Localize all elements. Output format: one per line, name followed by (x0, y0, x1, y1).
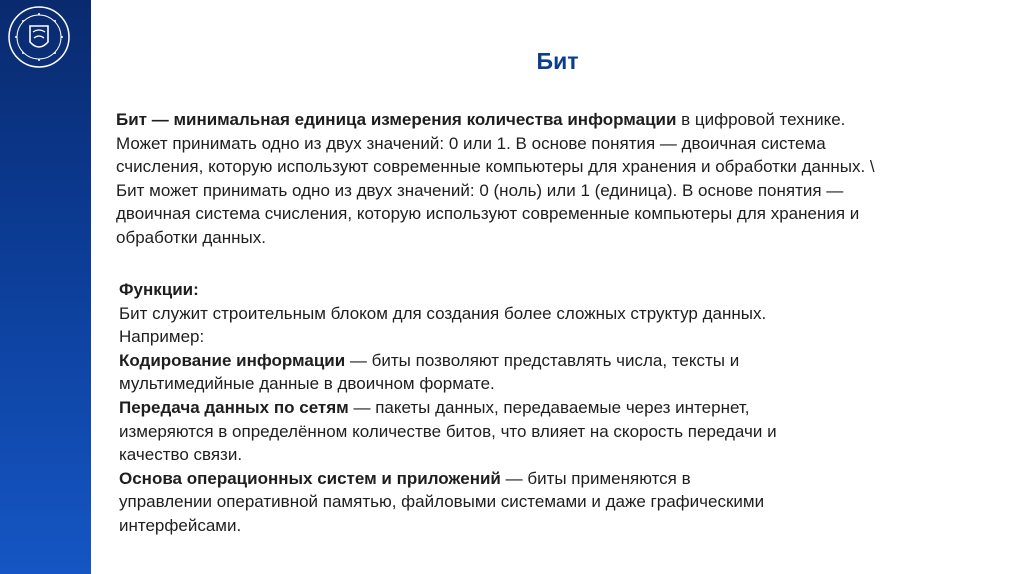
left-sidebar-band (0, 0, 91, 574)
definition-paragraph (116, 108, 1011, 250)
functions-heading: Функции: (119, 280, 199, 299)
definition-line-6: обработки данных. (116, 227, 266, 247)
definition-term: Бит — минимальная единица измерения количества информации (116, 110, 677, 129)
function-item-encoding: Кодирование информации — биты позволяют представлять числа, тексты и (119, 350, 740, 370)
definition-line-1: Бит — минимальная единица измерения количества информации в цифровой технике. (116, 110, 846, 129)
functions-intro: Бит служит строительным блоком для создания более сложных структур данных. (119, 303, 767, 323)
definition-line-5: двоичная система счисления, которую используют современные компьютеры для хранения и (116, 204, 860, 224)
university-logo-icon (6, 4, 72, 70)
function-item-network: Передача данных по сетям — пакеты данных, передаваемые через интернет, (119, 397, 750, 417)
definition-line-3: счисления, которую используют современные компьютеры для хранения и обработки данных. \ (116, 157, 875, 177)
functions-example-label: Например: (119, 327, 205, 347)
function-item-network-line-3: качество связи. (119, 445, 243, 465)
definition-line-4: Бит может принимать одно из двух значений: 0 (ноль) или 1 (единица). В основе понятия — (116, 180, 844, 200)
slide-title: Бит (536, 48, 579, 74)
functions-section (119, 278, 999, 538)
definition-line-2: Может принимать одно из двух значений: 0 или 1. В основе понятия — двоичная система (116, 133, 826, 153)
function-item-encoding-line-2: мультимедийные данные в двоичном формате. (119, 374, 495, 394)
function-item-os-line-3: интерфейсами. (119, 515, 242, 535)
function-item-network-line-2: измеряются в определённом количестве битов, что влияет на скорость передачи и (119, 421, 777, 441)
function-item-os-line-2: управлении оперативной памятью, файловыми системами и даже графическими (119, 492, 765, 512)
function-item-os: Основа операционных систем и приложений — биты применяются в (119, 468, 691, 488)
